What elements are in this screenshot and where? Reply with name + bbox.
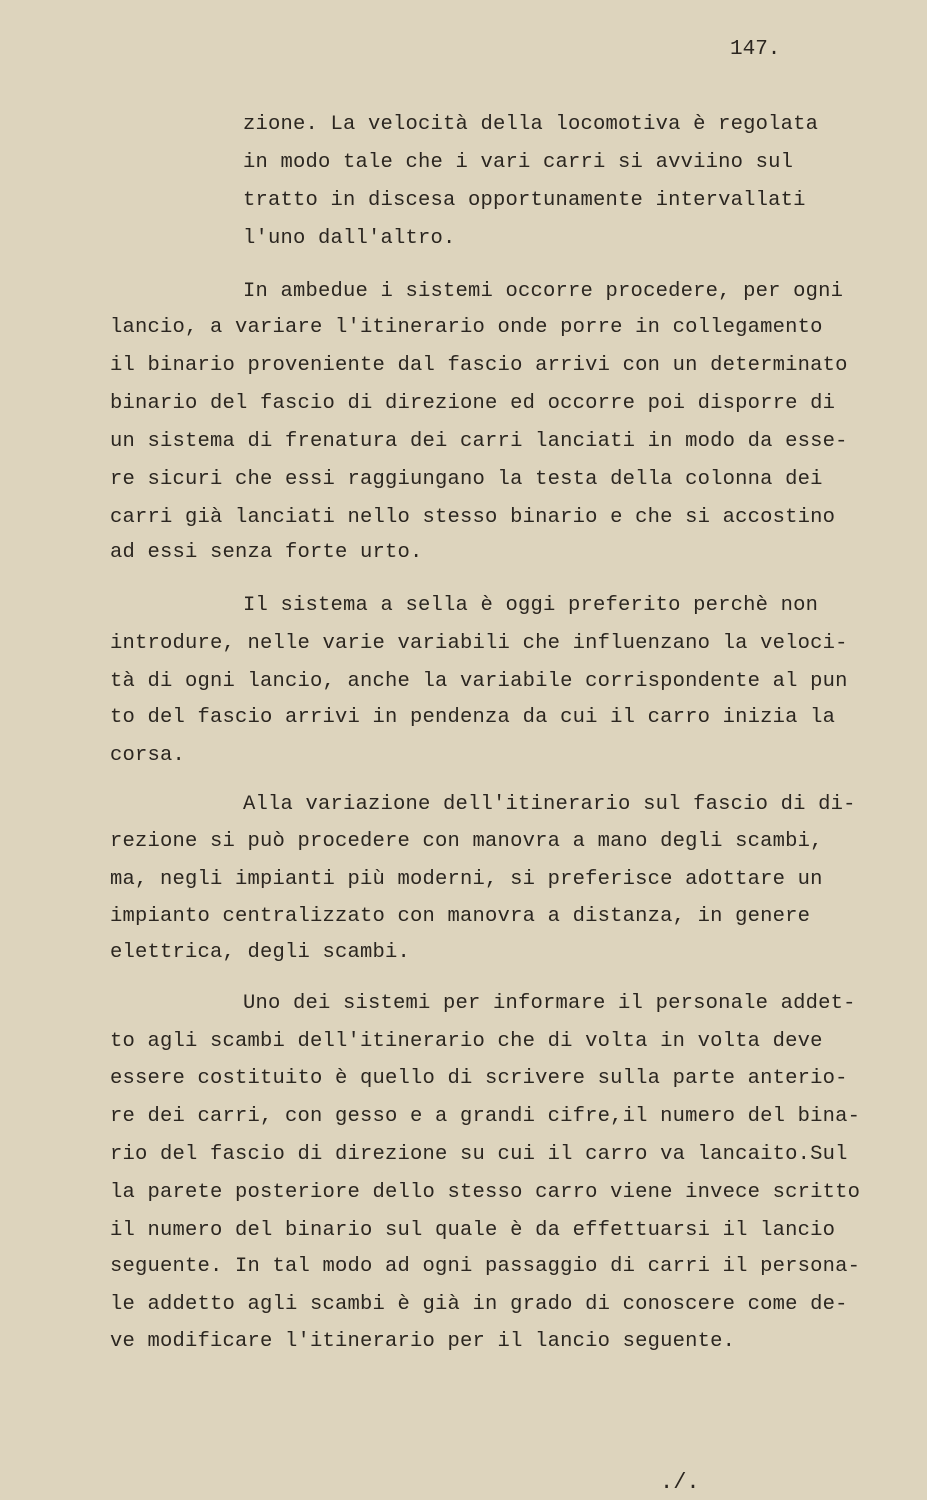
text-line: la parete posteriore dello stesso carro viene invece scritto	[110, 1181, 861, 1204]
text-line: impianto centralizzato con manovra a distanza, in genere	[110, 905, 811, 928]
text-line: corsa.	[110, 744, 186, 767]
text-line: seguente. In tal modo ad ogni passaggio di carri il persona-	[110, 1255, 861, 1278]
text-line: ma, negli impianti più moderni, si preferisce adottare un	[110, 868, 823, 891]
text-line: re dei carri, con gesso e a grandi cifre,il numero del bina-	[110, 1105, 861, 1128]
text-line: un sistema di frenatura dei carri lanciati in modo da esse-	[110, 430, 848, 453]
text-line: rezione si può procedere con manovra a mano degli scambi,	[110, 830, 823, 853]
text-line: tà di ogni lancio, anche la variabile corrispondente al pun	[110, 670, 848, 693]
text-line: carri già lanciati nello stesso binario e che si accostino	[110, 506, 836, 529]
text-line: tratto in discesa opportunamente intervallati	[243, 189, 806, 212]
text-line: essere costituito è quello di scrivere sulla parte anterio-	[110, 1067, 848, 1090]
text-line: re sicuri che essi raggiungano la testa della colonna dei	[110, 468, 823, 491]
text-line: introdure, nelle varie variabili che influenzano la veloci-	[110, 632, 848, 655]
text-line: Il sistema a sella è oggi preferito perchè non	[243, 594, 819, 617]
text-line: In ambedue i sistemi occorre procedere, per ogni	[243, 280, 844, 303]
text-line: rio del fascio di direzione su cui il carro va lancaito.Sul	[110, 1143, 848, 1166]
text-line: ad essi senza forte urto.	[110, 541, 423, 564]
text-line: elettrica, degli scambi.	[110, 941, 411, 964]
text-line: in modo tale che i vari carri si avviino sul	[243, 151, 794, 174]
text-line: le addetto agli scambi è già in grado di conoscere come de-	[110, 1293, 848, 1316]
page-number: 147.	[730, 38, 781, 61]
text-line: il numero del binario sul quale è da effettuarsi il lancio	[110, 1219, 836, 1242]
text-line: Uno dei sistemi per informare il personale addet-	[243, 992, 856, 1015]
text-line: ve modificare l'itinerario per il lancio seguente.	[110, 1330, 736, 1353]
text-line: l'uno dall'altro.	[243, 227, 456, 250]
text-line: binario del fascio di direzione ed occorre poi disporre di	[110, 392, 836, 415]
text-line: lancio, a variare l'itinerario onde porre in collegamento	[110, 316, 823, 339]
text-line: to agli scambi dell'itinerario che di volta in volta deve	[110, 1030, 823, 1053]
text-line: Alla variazione dell'itinerario sul fascio di di-	[243, 793, 856, 816]
continuation-mark: ./.	[660, 1470, 700, 1495]
text-line: to del fascio arrivi in pendenza da cui il carro inizia la	[110, 706, 836, 729]
text-line: zione. La velocità della locomotiva è regolata	[243, 113, 819, 136]
text-line: il binario proveniente dal fascio arrivi con un determinato	[110, 354, 848, 377]
